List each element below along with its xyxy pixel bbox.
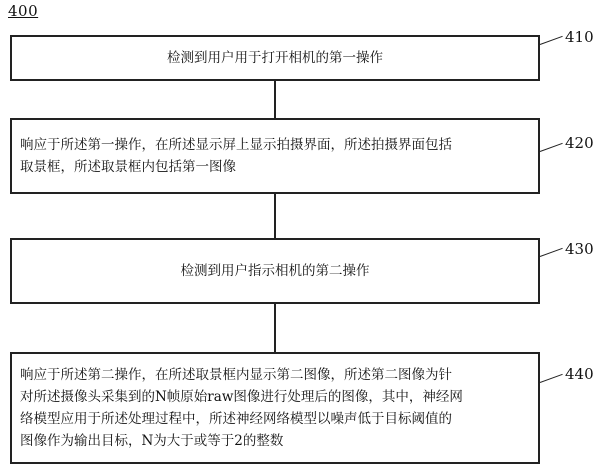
- step-440-text: 响应于所述第二操作，在所述取景框内显示第二图像，所述第二图像为针 对所述摄像头采集到的N帧原始raw图像进行处理后的图像，其中，神经网 络模型应用于所述处理过程中，所述神经网络模型以噪声低于目标阈值的 图像作为输出目标，N为大于或等于2的整数: [20, 367, 463, 449]
- step-410-text: 检测到用户用于打开相机的第一操作: [167, 50, 383, 66]
- step-430-leader: [540, 248, 563, 257]
- connector-410-420: [274, 81, 276, 118]
- step-410-ref: 410: [565, 28, 594, 46]
- step-430-box: [10, 238, 540, 304]
- step-440-ref: 440: [565, 365, 594, 383]
- connector-430-440: [274, 304, 276, 352]
- step-410-leader: [540, 36, 563, 45]
- step-410-box: [10, 35, 540, 81]
- figure-label: 400: [8, 2, 39, 20]
- step-420-box: [10, 118, 540, 194]
- step-420-ref: 420: [565, 134, 594, 152]
- step-420-text: 响应于所述第一操作，在所述显示屏上显示拍摄界面，所述拍摄界面包括 取景框，所述取景框内包括第一图像: [20, 137, 452, 175]
- step-430-ref: 430: [565, 240, 594, 258]
- step-420-leader: [540, 143, 563, 152]
- step-440-box: [10, 352, 540, 464]
- step-440-leader: [540, 374, 563, 383]
- step-430-text: 检测到用户指示相机的第二操作: [180, 263, 370, 279]
- connector-420-430: [274, 194, 276, 238]
